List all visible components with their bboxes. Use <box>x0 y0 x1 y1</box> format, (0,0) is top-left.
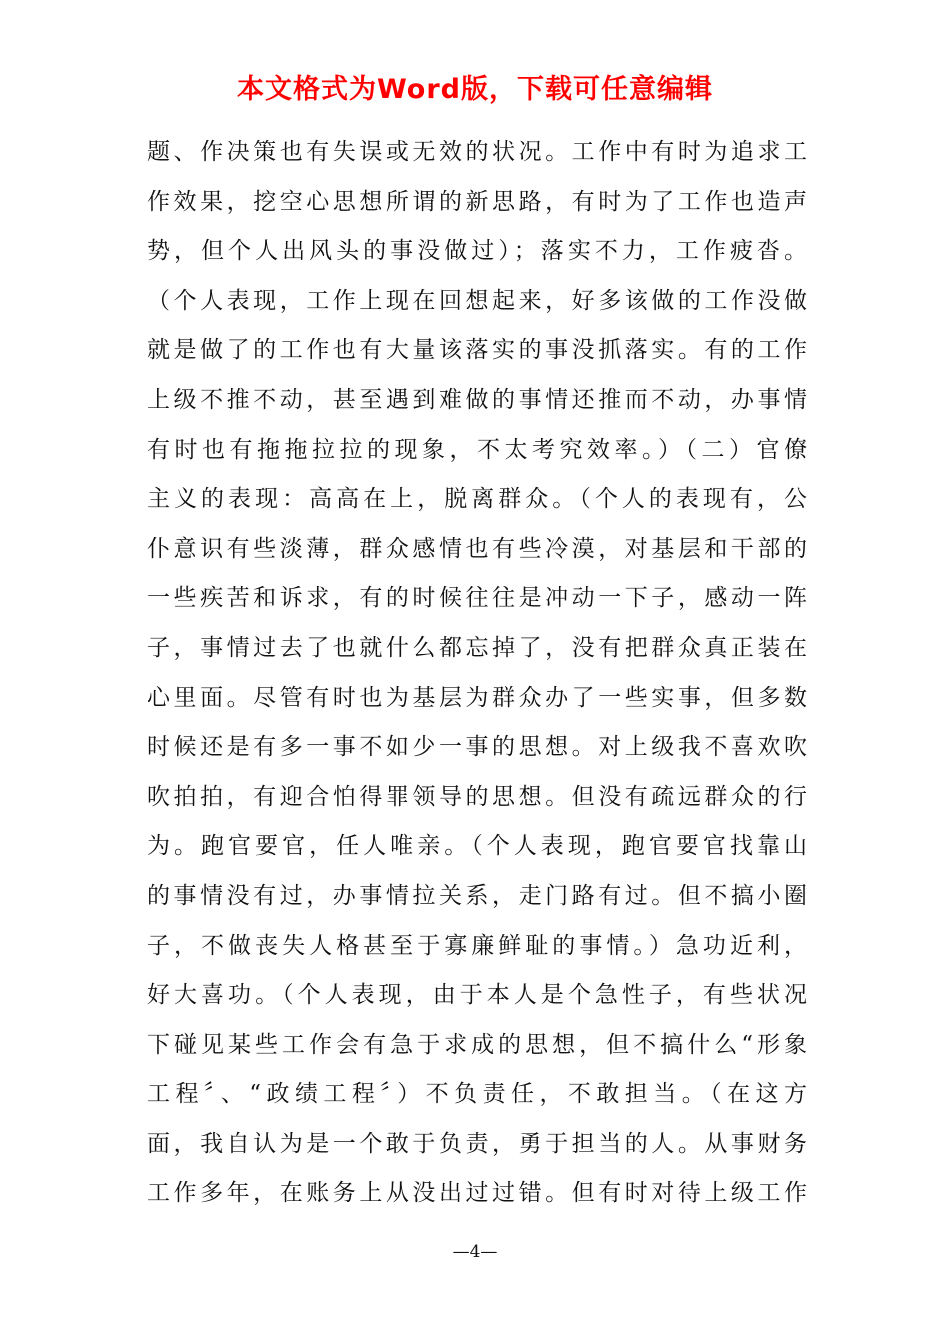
text-line: 势，但个人出风头的事没做过）；落实不力，工作疲沓。 <box>147 238 807 265</box>
text-line: 为。跑官要官，任人唯亲。（个人表现，跑官要官找靠山 <box>147 833 807 860</box>
text-line: 子，不做丧失人格甚至于寡廉鲜耻的事情。）急功近利， <box>147 932 807 959</box>
document-banner: 本文格式为Word版，下载可任意编辑 <box>236 74 713 105</box>
text-line: 有时也有拖拖拉拉的现象，不太考究效率。）（二）官僚 <box>147 436 807 463</box>
text-line: 工作多年，在账务上从没出过过错。但有时对待上级工作 <box>147 1180 807 1207</box>
text-line: 上级不推不动，甚至遇到难做的事情还推而不动，办事情 <box>147 386 807 413</box>
page-number: —4— <box>452 1242 498 1262</box>
text-line: 面，我自认为是一个敢于负责，勇于担当的人。从事财务 <box>147 1130 807 1157</box>
document-body <box>147 128 807 1219</box>
text-line: 吹拍拍，有迎合怕得罪领导的思想。但没有疏远群众的行 <box>147 783 807 810</box>
text-line: 的事情没有过，办事情拉关系，走门路有过。但不搞小圈 <box>147 882 807 909</box>
text-line: 下碰见某些工作会有急于求成的思想，但不搞什么“形象 <box>147 1031 807 1058</box>
text-line: 仆意识有些淡薄，群众感情也有些冷漠，对基层和干部的 <box>147 535 807 562</box>
text-line: 主义的表现：高高在上，脱离群众。（个人的表现有，公 <box>147 486 807 513</box>
text-line: 工程〞、“政绩工程〞）不负责任，不敢担当。（在这方 <box>147 1081 807 1108</box>
text-line: 一些疾苦和诉求，有的时候往往是冲动一下子，感动一阵 <box>147 585 807 612</box>
text-line: （个人表现，工作上现在回想起来，好多该做的工作没做 <box>147 287 807 314</box>
text-line: 心里面。尽管有时也为基层为群众办了一些实事，但多数 <box>147 684 807 711</box>
text-line: 时候还是有多一事不如少一事的思想。对上级我不喜欢吹 <box>147 734 807 761</box>
text-line: 作效果，挖空心思想所谓的新思路，有时为了工作也造声 <box>147 188 807 215</box>
text-line: 好大喜功。（个人表现，由于本人是个急性子，有些状况 <box>147 982 807 1009</box>
text-line: 就是做了的工作也有大量该落实的事没抓落实。有的工作 <box>147 337 807 364</box>
text-line: 子，事情过去了也就什么都忘掉了，没有把群众真正装在 <box>147 634 807 661</box>
text-line: 题、作决策也有失误或无效的状况。工作中有时为追求工 <box>147 139 807 165</box>
